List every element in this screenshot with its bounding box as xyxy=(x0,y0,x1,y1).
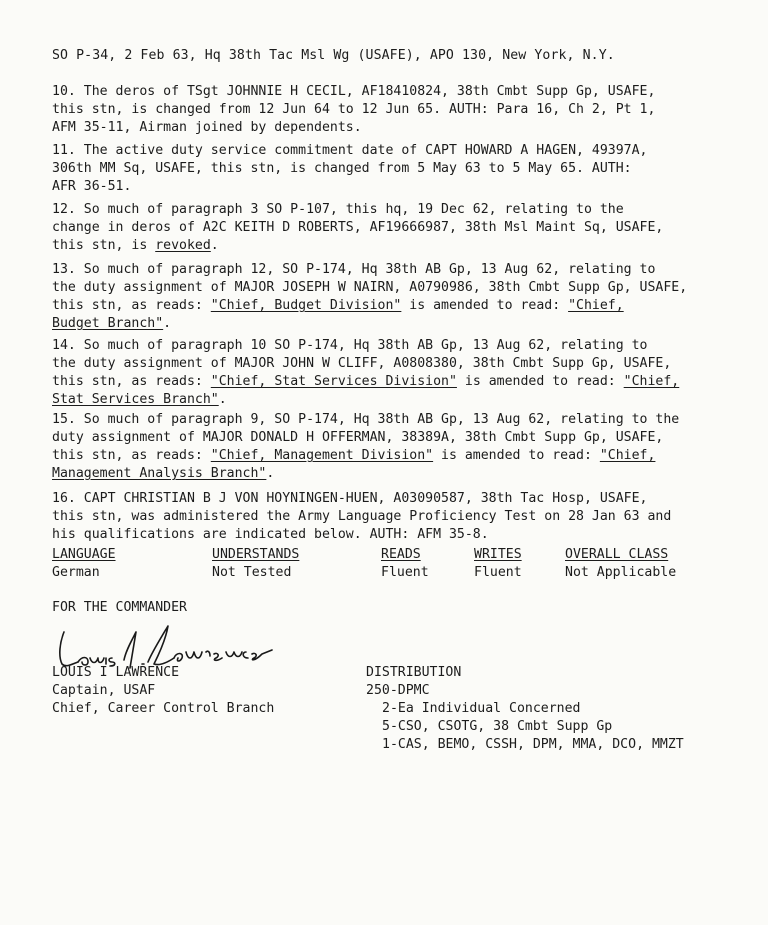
paragraph-line: 12. So much of paragraph 3 SO P-107, this hq, 19 Dec 62, relating to the xyxy=(52,202,624,217)
underlined-text: Budget Branch" xyxy=(52,316,164,331)
paragraph-line xyxy=(52,297,742,315)
paragraph-line xyxy=(52,237,742,255)
column-value: Not Applicable xyxy=(565,565,677,580)
signer-title: Chief, Career Control Branch xyxy=(52,701,275,716)
paragraph-line: change in deros of A2C KEITH D ROBERTS, AF19666987, 38th Msl Maint Sq, USAFE, xyxy=(52,220,664,235)
paragraph-line: AFM 35-11, Airman joined by dependents. xyxy=(52,120,362,135)
column-header: WRITES xyxy=(474,547,522,562)
distribution-item: 5-CSO, CSOTG, 38 Cmbt Supp Gp xyxy=(382,719,613,734)
paragraph-line xyxy=(52,391,742,409)
underlined-text: "Chief, Management Division" xyxy=(210,448,434,463)
text-span: . xyxy=(266,466,275,481)
paragraph-line xyxy=(52,447,742,465)
paragraph-line: 16. CAPT CHRISTIAN B J VON HOYNINGEN-HUEN, A03090587, 38th Tac Hosp, USAFE, xyxy=(52,491,648,506)
text-span: . xyxy=(218,392,227,407)
paragraph-13 xyxy=(52,261,742,333)
paragraph-line: 14. So much of paragraph 10 SO P-174, Hq 38th AB Gp, 13 Aug 62, relating to xyxy=(52,338,648,353)
paragraph-line: duty assignment of MAJOR DONALD H OFFERMAN, 38389A, 38th Cmbt Supp Gp, USAFE, xyxy=(52,430,664,445)
paragraph-line: 15. So much of paragraph 9, SO P-174, Hq 38th AB Gp, 13 Aug 62, relating to the xyxy=(52,412,680,427)
text-span: this stn, as reads: xyxy=(52,374,211,389)
column-header: UNDERSTANDS xyxy=(212,547,300,562)
paragraph-11 xyxy=(52,142,742,196)
paragraph-16 xyxy=(52,490,742,544)
column-value: Fluent xyxy=(474,565,522,580)
language-column xyxy=(52,546,116,582)
paragraph-10 xyxy=(52,83,742,137)
underlined-text: Management Analysis Branch" xyxy=(52,466,267,481)
paragraph-line xyxy=(52,465,742,483)
paragraph-14 xyxy=(52,337,742,409)
distribution-block xyxy=(366,664,746,754)
text-span: . xyxy=(210,238,219,253)
text-span: is amended to read: xyxy=(401,298,569,313)
signer-name: LOUIS I LAWRENCE xyxy=(52,665,180,680)
text-span: is amended to read: xyxy=(456,374,624,389)
paragraph-line: 11. The active duty service commitment date of CAPT HOWARD A HAGEN, 49397A, xyxy=(52,143,648,158)
paragraph-line: this stn, is changed from 12 Jun 64 to 12 Jun 65. AUTH: Para 16, Ch 2, Pt 1, xyxy=(52,102,656,117)
paragraph-line: this stn, was administered the Army Language Proficiency Test on 28 Jan 63 and xyxy=(52,509,672,524)
underlined-text: "Chief, xyxy=(599,448,656,463)
overall-class-column xyxy=(565,546,676,582)
paragraph-line: 10. The deros of TSgt JOHNNIE H CECIL, AF18410824, 38th Cmbt Supp Gp, USAFE, xyxy=(52,84,656,99)
column-value: Fluent xyxy=(381,565,429,580)
underlined-text: "Chief, xyxy=(568,298,624,313)
underlined-text: revoked xyxy=(155,238,211,253)
reads-column xyxy=(381,546,429,582)
text-span: this stn, is xyxy=(52,238,156,253)
paragraph-line: 13. So much of paragraph 12, SO P-174, Hq 38th AB Gp, 13 Aug 62, relating to xyxy=(52,262,656,277)
paragraph-line: AFR 36-51. xyxy=(52,179,132,194)
underlined-text: Stat Services Branch" xyxy=(52,392,219,407)
column-header: LANGUAGE xyxy=(52,547,116,562)
writes-column xyxy=(474,546,522,582)
underlined-text: "Chief, Stat Services Division" xyxy=(210,374,457,389)
paragraph-line: his qualifications are indicated below. AUTH: AFM 35-8. xyxy=(52,527,489,542)
text-span: . xyxy=(163,316,172,331)
paragraph-12 xyxy=(52,201,742,255)
paragraph-line: 306th MM Sq, USAFE, this stn, is changed from 5 May 63 to 5 May 65. AUTH: xyxy=(52,161,632,176)
understands-column xyxy=(212,546,299,582)
paragraph-15 xyxy=(52,411,742,483)
signer-rank: Captain, USAF xyxy=(52,683,156,698)
column-header: OVERALL CLASS xyxy=(565,547,669,562)
distribution-item: 2-Ea Individual Concerned xyxy=(382,701,581,716)
language-qualifications-table xyxy=(52,546,732,582)
special-order-header: SO P-34, 2 Feb 63, Hq 38th Tac Msl Wg (USAFE), APO 130, New York, N.Y. xyxy=(52,48,615,63)
column-header: READS xyxy=(381,547,421,562)
paragraph-line xyxy=(52,315,742,333)
column-value: Not Tested xyxy=(212,565,292,580)
underlined-text: "Chief, xyxy=(623,374,680,389)
distribution-total: 250-DPMC xyxy=(366,683,430,698)
text-span: this stn, as reads: xyxy=(52,448,211,463)
distribution-item: 1-CAS, BEMO, CSSH, DPM, MMA, DCO, MMZT xyxy=(382,737,684,752)
column-value: German xyxy=(52,565,100,580)
paragraph-line: the duty assignment of MAJOR JOSEPH W NAIRN, A0790986, 38th Cmbt Supp Gp, USAFE, xyxy=(52,280,688,295)
for-commander-line: FOR THE COMMANDER xyxy=(52,600,187,615)
underlined-text: "Chief, Budget Division" xyxy=(210,298,402,313)
paragraph-line xyxy=(52,373,742,391)
text-span: is amended to read: xyxy=(433,448,600,463)
paragraph-line: the duty assignment of MAJOR JOHN W CLIFF, A0808380, 38th Cmbt Supp Gp, USAFE, xyxy=(52,356,672,371)
distribution-heading: DISTRIBUTION xyxy=(366,665,462,680)
text-span: this stn, as reads: xyxy=(52,298,211,313)
